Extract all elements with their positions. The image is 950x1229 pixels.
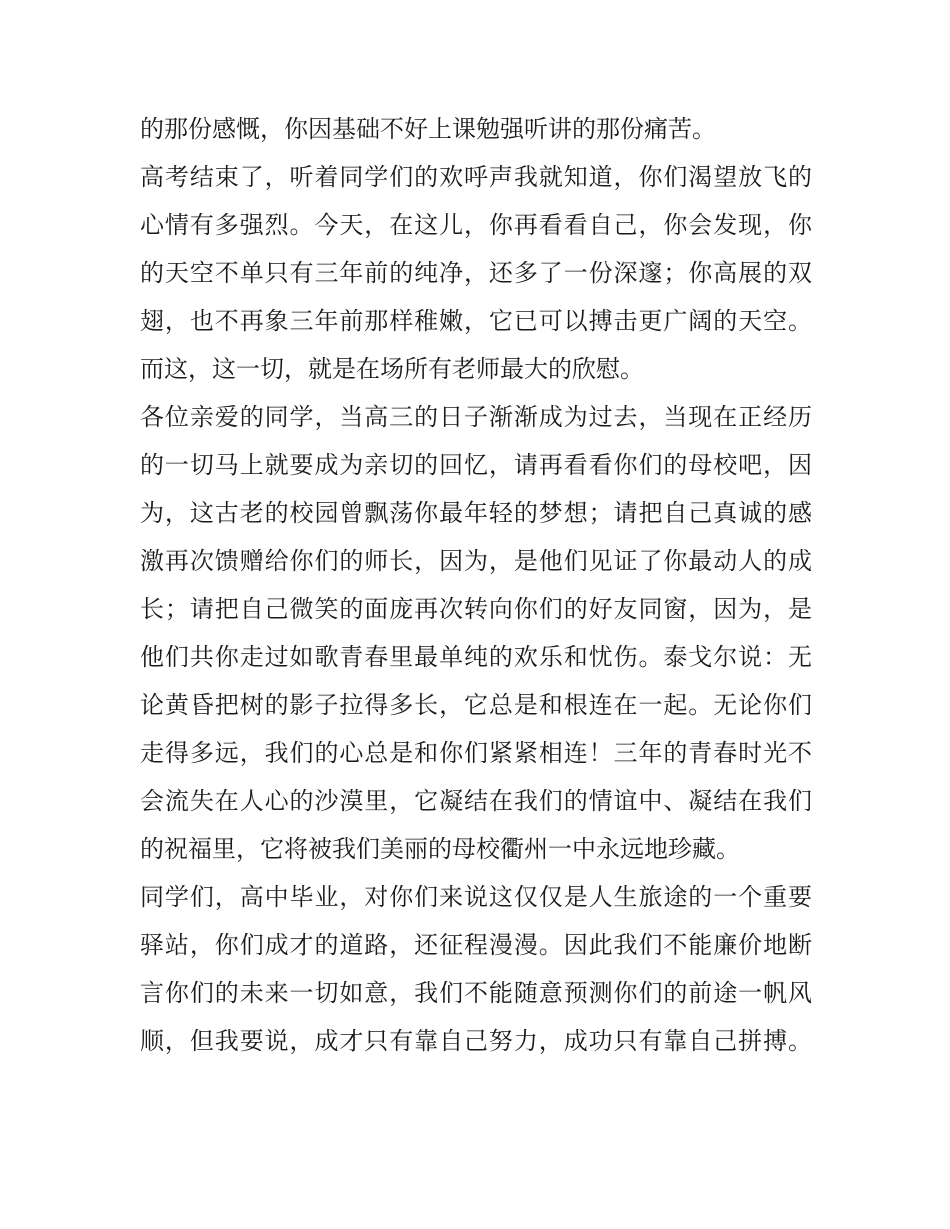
text-line: 长；请把自己微笑的面庞再次转向你们的好友同窗，因为，是	[140, 595, 812, 623]
text-line: 论黄昏把树的影子拉得多长，它总是和根连在一起。无论你们	[140, 691, 812, 719]
text-line: 翅，也不再象三年前那样稚嫩，它已可以搏击更广阔的天空。	[140, 307, 812, 335]
text-line: 而这，这一切，就是在场所有老师最大的欣慰。	[140, 355, 644, 383]
document-body	[140, 105, 812, 1065]
text-line: 言你们的未来一切如意，我们不能随意预测你们的前途一帆风	[140, 979, 812, 1007]
text-line: 的那份感慨，你因基础不好上课勉强听讲的那份痛苦。	[140, 115, 716, 143]
text-line: 高考结束了，听着同学们的欢呼声我就知道，你们渴望放飞的	[140, 163, 812, 191]
text-line: 走得多远，我们的心总是和你们紧紧相连！三年的青春时光不	[140, 739, 812, 767]
text-line: 激再次馈赠给你们的师长，因为，是他们见证了你最动人的成	[140, 547, 812, 575]
text-line: 为，这古老的校园曾飘荡你最年轻的梦想；请把自己真诚的感	[140, 499, 812, 527]
text-line: 的祝福里，它将被我们美丽的母校衢州一中永远地珍藏。	[140, 835, 740, 863]
text-line: 同学们，高中毕业，对你们来说这仅仅是人生旅途的一个重要	[140, 883, 812, 911]
text-line: 的天空不单只有三年前的纯净，还多了一份深邃；你高展的双	[140, 259, 812, 287]
text-line: 驿站，你们成才的道路，还征程漫漫。因此我们不能廉价地断	[140, 931, 812, 959]
text-line: 顺，但我要说，成才只有靠自己努力，成功只有靠自己拼搏。	[140, 1027, 812, 1055]
text-line: 的一切马上就要成为亲切的回忆，请再看看你们的母校吧，因	[140, 451, 812, 479]
text-line: 心情有多强烈。今天，在这儿，你再看看自己，你会发现，你	[140, 211, 812, 239]
text-line: 他们共你走过如歌青春里最单纯的欢乐和忧伤。泰戈尔说：无	[140, 643, 812, 671]
text-line: 各位亲爱的同学，当高三的日子渐渐成为过去，当现在正经历	[140, 403, 812, 431]
text-line: 会流失在人心的沙漠里，它凝结在我们的情谊中、凝结在我们	[140, 787, 812, 815]
